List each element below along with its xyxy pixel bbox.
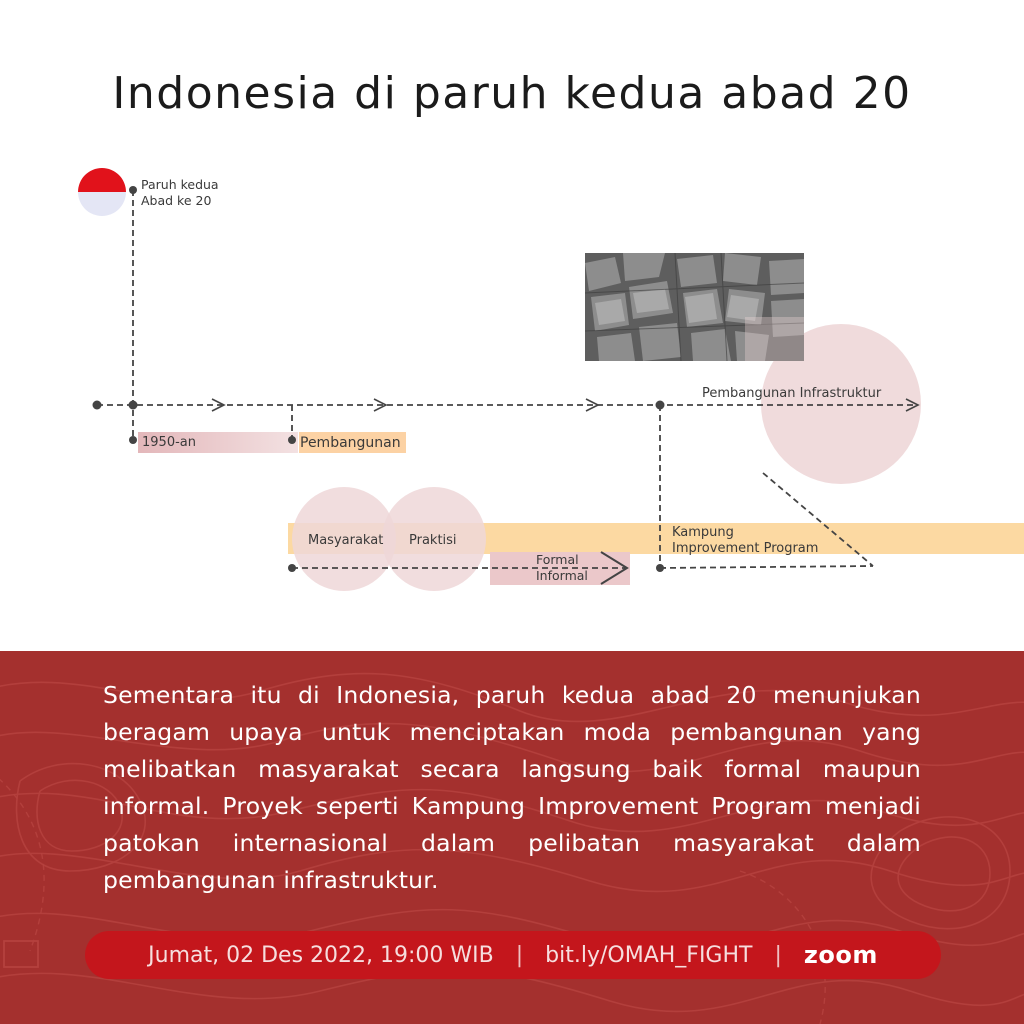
era-dot — [129, 436, 137, 444]
description-text: Sementara itu di Indonesia, paruh kedua abad 20 menunjukan beragam upaya untuk menciptakan moda pembangunan yang melibatkan masyarakat secara langsung baik formal maupun informal. Proyek seperti Kampung Improvement Program menjadi patokan internasional dalam pelibatan masyarakat dalam pembangunan infrastruktur. — [103, 681, 921, 894]
timeline-start-dot — [93, 401, 102, 410]
separator: | — [515, 942, 524, 968]
origin-dot — [129, 186, 137, 194]
description-section — [0, 651, 1024, 1024]
event-date-time: Jumat, 02 Des 2022, 19:00 WIB — [148, 942, 494, 968]
development-label: Pembangunan — [300, 435, 401, 451]
registration-link[interactable]: bit.ly/OMAH_FIGHT — [545, 942, 753, 968]
formal-label: Formal — [536, 552, 579, 567]
infrastructure-label: Pembangunan Infrastruktur — [702, 386, 882, 401]
separator: | — [774, 942, 782, 968]
kip-branch-dot — [656, 401, 665, 410]
era-label: 1950-an — [142, 435, 196, 450]
participation-dot — [288, 564, 296, 572]
event-info-pill — [85, 931, 941, 979]
development-dot — [288, 436, 296, 444]
informal-label: Informal — [536, 568, 588, 583]
zoom-logo: zoom — [803, 941, 878, 969]
origin-label-line1: Paruh kedua — [141, 177, 219, 192]
kip-timeline — [660, 566, 873, 568]
page-title: Indonesia di paruh kedua abad 20 — [112, 68, 912, 119]
practitioner-label: Praktisi — [409, 533, 457, 548]
community-label: Masyarakat — [308, 533, 384, 548]
kip-label-line2: Improvement Program — [672, 541, 819, 556]
kip-dot — [656, 564, 664, 572]
indonesia-flag-icon — [78, 168, 126, 216]
kampung-aerial-photo — [585, 253, 804, 361]
origin-label-line2: Abad ke 20 — [141, 193, 212, 208]
kip-label-line1: Kampung — [672, 525, 734, 540]
origin-timeline-dot — [129, 401, 138, 410]
